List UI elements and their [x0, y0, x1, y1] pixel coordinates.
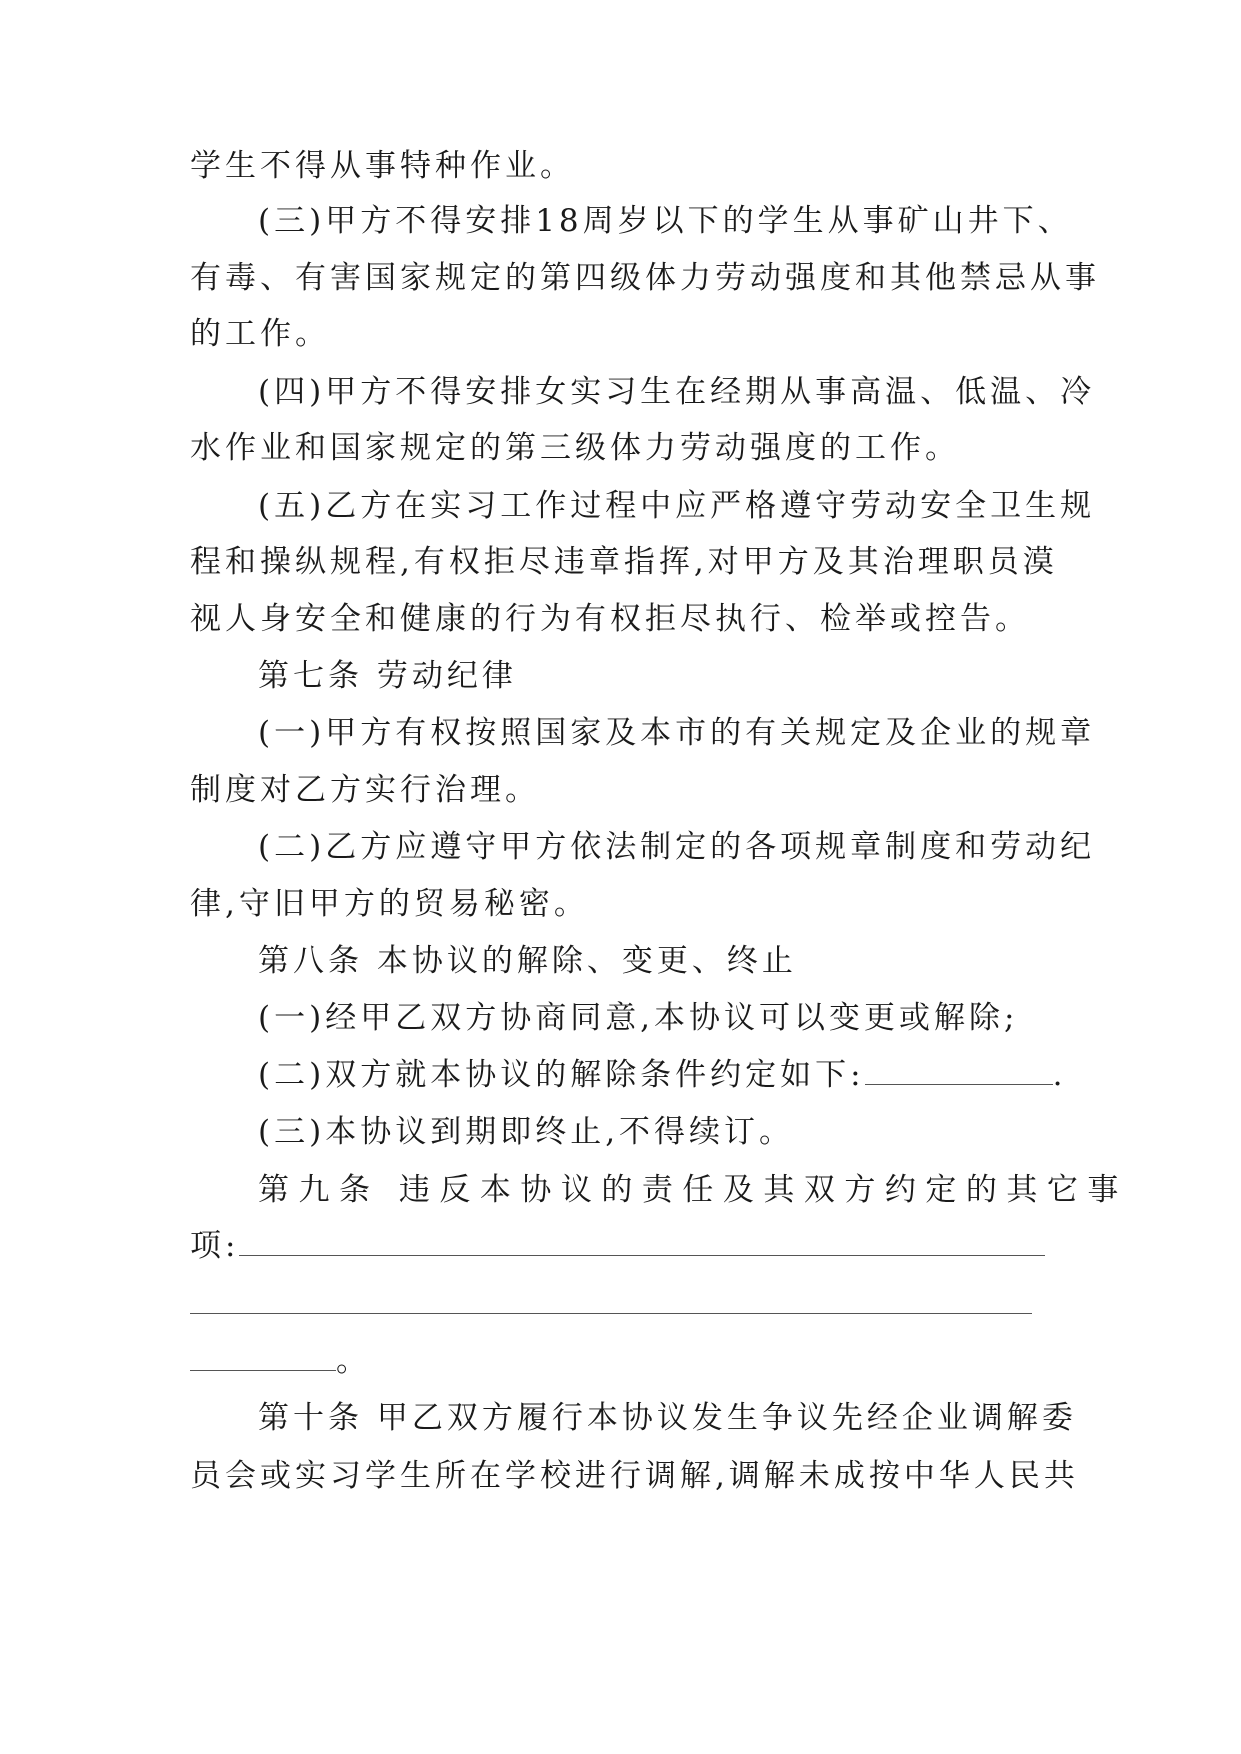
- text-line: 视人身安全和健康的行为有权拒尽执行、检举或控告。: [190, 601, 1030, 637]
- text-line: (三)甲方不得安排18周岁以下的学生从事矿山井下、: [258, 203, 1073, 239]
- line-end-period: .: [1052, 1057, 1067, 1093]
- fill-blank: [865, 1058, 1053, 1085]
- text-line: 制度对乙方实行治理。: [190, 772, 540, 808]
- clause-text: 项:: [190, 1228, 240, 1264]
- text-line: (三)本协议到期即终止,不得续订。: [258, 1114, 795, 1150]
- text-line: 律,守旧甲方的贸易秘密。: [190, 886, 589, 922]
- fill-line: [190, 1284, 1032, 1324]
- text-line: 水作业和国家规定的第三级体力劳动强度的工作。: [190, 430, 960, 466]
- text-line: (一)甲方有权按照国家及本市的有关规定及企业的规章: [258, 715, 1096, 751]
- fill-blank: [239, 1229, 1045, 1256]
- clause-text: (二)双方就本协议的解除条件约定如下:: [258, 1057, 865, 1093]
- fill-blank: [190, 1287, 1032, 1314]
- text-line: 学生不得从事特种作业。: [190, 148, 575, 184]
- text-line: (二)乙方应遵守甲方依法制定的各项规章制度和劳动纪: [258, 829, 1096, 865]
- text-line: 员会或实习学生所在学校进行调解,调解未成按中华人民共: [190, 1458, 1079, 1494]
- text-line: (五)乙方在实习工作过程中应严格遵守劳动安全卫生规: [258, 488, 1096, 524]
- article-heading: 第七条 劳动纪律: [258, 658, 517, 694]
- text-line: 程和操纵规程,有权拒尽违章指挥,对甲方及其治理职员漠: [190, 544, 1058, 580]
- text-line: 有毒、有害国家规定的第四级体力劳动强度和其他禁忌从事: [190, 260, 1100, 296]
- fill-blank: [190, 1344, 336, 1371]
- article-heading: 第九条 违反本协议的责任及其双方约定的其它事: [258, 1172, 1128, 1208]
- text-line-with-blank: [258, 1055, 1067, 1095]
- text-line: (一)经甲乙双方协商同意,本协议可以变更或解除;: [258, 1000, 1019, 1036]
- line-end-period: 。: [336, 1343, 371, 1379]
- text-line-with-blank: [190, 1226, 1045, 1266]
- text-line: (四)甲方不得安排女实习生在经期从事高温、低温、冷: [258, 374, 1096, 410]
- article-heading: 第八条 本协议的解除、变更、终止: [258, 943, 797, 979]
- fill-line: [190, 1341, 371, 1381]
- article-heading: 第十条 甲乙双方履行本协议发生争议先经企业调解委: [258, 1400, 1077, 1436]
- text-line: 的工作。: [190, 316, 330, 352]
